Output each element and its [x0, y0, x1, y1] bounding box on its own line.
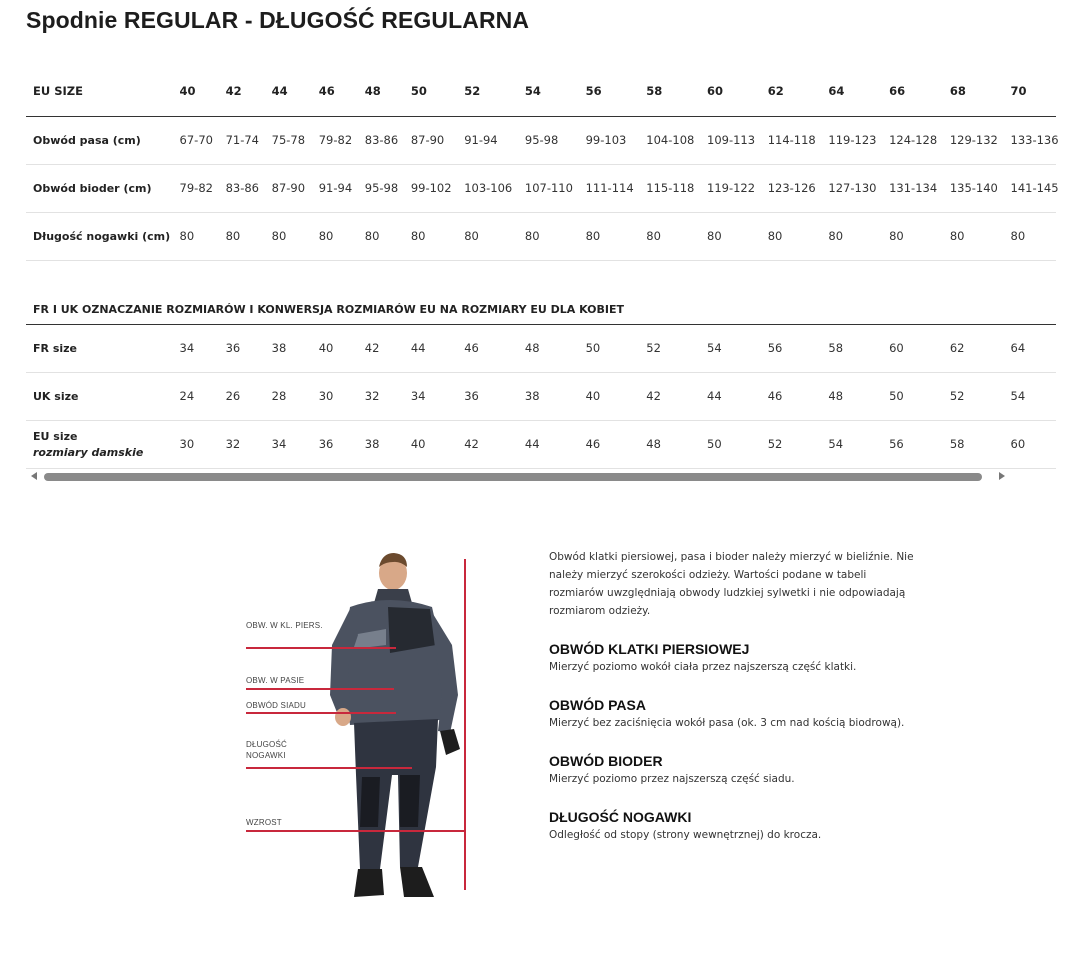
size-header-cell: 58 [639, 67, 700, 116]
table-cell: 99-102 [404, 164, 457, 212]
table-cell: 46 [579, 420, 640, 468]
table-cell: 123-126 [761, 164, 822, 212]
waist-label: OBW. W PASIE [246, 676, 305, 685]
table-cell: 131-134 [882, 164, 943, 212]
row-label-text: FR size [33, 341, 77, 355]
table-cell: 119-123 [821, 116, 882, 164]
table-cell: 24 [173, 372, 219, 420]
size-header-cell: 48 [358, 67, 404, 116]
table-cell: 80 [312, 212, 358, 260]
table-cell: 114-118 [761, 116, 822, 164]
table-cell: 44 [518, 420, 579, 468]
table-cell: 42 [358, 324, 404, 372]
table-cell: 46 [761, 372, 822, 420]
chest-measure-line [246, 647, 396, 649]
page-title: Spodnie REGULAR - DŁUGOŚĆ REGULARNA [26, 7, 530, 33]
table-cell: 58 [943, 420, 1004, 468]
table-cell: 109-113 [700, 116, 761, 164]
table-cell: 80 [518, 212, 579, 260]
table-cell: 36 [457, 372, 518, 420]
table-cell: 80 [173, 212, 219, 260]
table-cell: 87-90 [265, 164, 312, 212]
table-cell: 28 [265, 372, 312, 420]
section-text-hips: Mierzyć poziomo przez najszerszą część siadu. [549, 773, 795, 785]
table-cell: 80 [579, 212, 640, 260]
table-row [26, 164, 1056, 212]
table-cell: 56 [761, 324, 822, 372]
section-title-hips: OBWÓD BIODER [549, 753, 663, 769]
table-cell: 48 [518, 324, 579, 372]
table-cell: 127-130 [821, 164, 882, 212]
section-text-waist: Mierzyć bez zaciśnięcia wokół pasa (ok. 3 cm nad kością biodrową). [549, 717, 905, 729]
table-row [26, 324, 1056, 372]
size-header-cell: 42 [219, 67, 265, 116]
row-label [26, 420, 173, 468]
table-cell: 135-140 [943, 164, 1004, 212]
horizontal-scrollbar[interactable] [26, 470, 1009, 483]
table-cell: 36 [312, 420, 358, 468]
table-cell: 34 [173, 324, 219, 372]
row-label: Obwód pasa (cm) [26, 116, 173, 164]
table-cell: 75-78 [265, 116, 312, 164]
table-cell: 80 [404, 212, 457, 260]
table-cell: 42 [639, 372, 700, 420]
table-cell: 124-128 [882, 116, 943, 164]
table-cell: 80 [457, 212, 518, 260]
waist-measure-line [246, 688, 394, 690]
size-header-cell: 68 [943, 67, 1004, 116]
table-cell: 115-118 [639, 164, 700, 212]
table-cell: 30 [312, 372, 358, 420]
table-cell: 30 [173, 420, 219, 468]
table-cell: 80 [761, 212, 822, 260]
table-cell: 99-103 [579, 116, 640, 164]
table-cell: 91-94 [457, 116, 518, 164]
table-cell: 56 [882, 420, 943, 468]
table-cell: 83-86 [358, 116, 404, 164]
table-cell: 48 [639, 420, 700, 468]
conversion-section-title: FR I UK OZNACZANIE ROZMIARÓW I KONWERSJA ROZMIARÓW EU NA ROZMIARY EU DLA KOBIET [26, 260, 1056, 324]
table-cell: 80 [219, 212, 265, 260]
table-cell: 79-82 [173, 164, 219, 212]
table-cell: 26 [219, 372, 265, 420]
eu-size-header: EU SIZE [26, 67, 173, 116]
table-cell: 119-122 [700, 164, 761, 212]
size-header-cell: 60 [700, 67, 761, 116]
size-header-cell: 40 [173, 67, 219, 116]
section-title-leg: DŁUGOŚĆ NOGAWKI [549, 809, 692, 825]
table-cell: 32 [358, 372, 404, 420]
size-header-row [26, 67, 1056, 116]
table-cell: 80 [821, 212, 882, 260]
table-cell: 80 [358, 212, 404, 260]
table-cell: 80 [265, 212, 312, 260]
table-cell: 62 [943, 324, 1004, 372]
table-cell: 133-136 [1004, 116, 1056, 164]
height-measure-line [246, 830, 466, 832]
leg-length-label-1: DŁUGOŚĆ [246, 740, 287, 749]
size-header-cell: 64 [821, 67, 882, 116]
table-cell: 58 [821, 324, 882, 372]
table-cell: 104-108 [639, 116, 700, 164]
scroll-right-arrow-icon[interactable] [999, 472, 1005, 480]
size-header-cell: 66 [882, 67, 943, 116]
height-vertical-line [464, 559, 466, 890]
info-intro: Obwód klatki piersiowej, pasa i bioder należy mierzyć w bieliźnie. Nie należy mierzyć szerokości odzieży. Wartości podane w tabeli rozmiarów uwzględniają obwody ludzkiej sylwetki i nie odpowiadają rozmiarom odzieży. [549, 551, 914, 617]
table-cell: 60 [1004, 420, 1056, 468]
table-cell: 80 [700, 212, 761, 260]
table-cell: 71-74 [219, 116, 265, 164]
seat-label: OBWÓD SIADU [246, 701, 306, 710]
table-cell: 80 [943, 212, 1004, 260]
table-cell: 95-98 [518, 116, 579, 164]
measurement-figure [240, 545, 480, 905]
table-cell: 67-70 [173, 116, 219, 164]
table-cell: 46 [457, 324, 518, 372]
table-cell: 103-106 [457, 164, 518, 212]
table-cell: 54 [700, 324, 761, 372]
table-cell: 40 [404, 420, 457, 468]
table-cell: 87-90 [404, 116, 457, 164]
table-cell: 32 [219, 420, 265, 468]
leg-measure-line [246, 767, 412, 769]
section-title-waist: OBWÓD PASA [549, 697, 646, 713]
table-cell: 42 [457, 420, 518, 468]
table-cell: 111-114 [579, 164, 640, 212]
conversion-section-header [26, 260, 1056, 324]
table-cell: 83-86 [219, 164, 265, 212]
height-label: WZROST [246, 818, 282, 827]
row-label-text: EU size [33, 429, 78, 443]
chest-label: OBW. W KL. PIERS. [246, 621, 323, 630]
table-cell: 60 [882, 324, 943, 372]
size-header-cell: 46 [312, 67, 358, 116]
table-cell: 34 [265, 420, 312, 468]
table-cell: 80 [1004, 212, 1056, 260]
table-cell: 44 [404, 324, 457, 372]
row-label [26, 324, 173, 372]
size-header-cell: 56 [579, 67, 640, 116]
table-cell: 34 [404, 372, 457, 420]
size-header-cell: 62 [761, 67, 822, 116]
table-cell: 40 [312, 324, 358, 372]
table-cell: 54 [1004, 372, 1056, 420]
row-label: Długość nogawki (cm) [26, 212, 173, 260]
table-row [26, 116, 1056, 164]
row-label: Obwód bioder (cm) [26, 164, 173, 212]
size-header-cell: 54 [518, 67, 579, 116]
seat-measure-line [246, 712, 396, 714]
table-cell: 91-94 [312, 164, 358, 212]
leg-length-label-2: NOGAWKI [246, 751, 286, 760]
table-cell: 64 [1004, 324, 1056, 372]
table-cell: 52 [761, 420, 822, 468]
table-cell: 36 [219, 324, 265, 372]
table-cell: 48 [821, 372, 882, 420]
table-cell: 141-145 [1004, 164, 1056, 212]
table-cell: 80 [882, 212, 943, 260]
size-header-cell: 44 [265, 67, 312, 116]
scrollbar-thumb[interactable] [44, 473, 982, 481]
table-row [26, 420, 1056, 468]
section-text-chest: Mierzyć poziomo wokół ciała przez najszerszą część klatki. [549, 661, 857, 673]
table-cell: 50 [700, 420, 761, 468]
scroll-left-arrow-icon[interactable] [31, 472, 37, 480]
table-cell: 38 [358, 420, 404, 468]
table-row [26, 212, 1056, 260]
table-cell: 107-110 [518, 164, 579, 212]
measurement-info [549, 548, 919, 844]
row-sublabel: rozmiary damskie [33, 445, 144, 459]
worker-figure-image [240, 545, 480, 905]
table-row [26, 372, 1056, 420]
table-cell: 79-82 [312, 116, 358, 164]
table-cell: 52 [943, 372, 1004, 420]
size-table-scroll-area[interactable] [26, 67, 1059, 487]
table-cell: 40 [579, 372, 640, 420]
size-header-cell: 50 [404, 67, 457, 116]
table-cell: 95-98 [358, 164, 404, 212]
table-cell: 38 [518, 372, 579, 420]
table-cell: 50 [579, 324, 640, 372]
size-header-cell: 70 [1004, 67, 1056, 116]
row-label [26, 372, 173, 420]
table-cell: 44 [700, 372, 761, 420]
table-cell: 129-132 [943, 116, 1004, 164]
table-cell: 52 [639, 324, 700, 372]
size-header-cell: 52 [457, 67, 518, 116]
section-title-chest: OBWÓD KLATKI PIERSIOWEJ [549, 641, 750, 657]
table-cell: 38 [265, 324, 312, 372]
table-cell: 54 [821, 420, 882, 468]
section-text-leg: Odległość od stopy (strony wewnętrznej) do krocza. [549, 829, 822, 841]
row-label-text: UK size [33, 389, 79, 403]
table-cell: 50 [882, 372, 943, 420]
size-table [26, 67, 1059, 469]
table-cell: 80 [639, 212, 700, 260]
